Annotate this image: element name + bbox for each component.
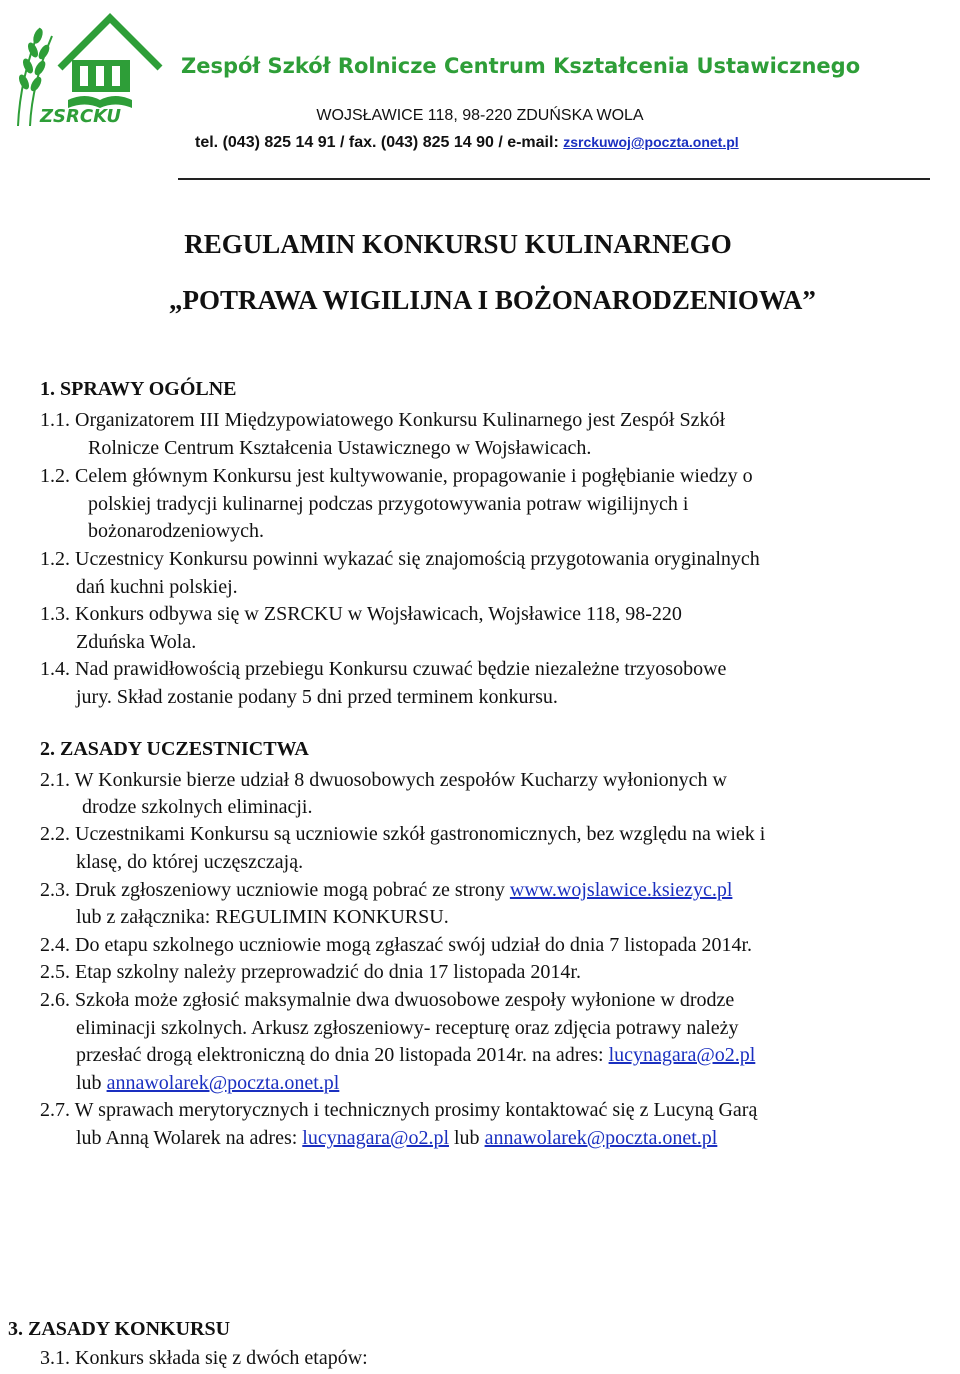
paragraph-2-6-line2: eliminacji szkolnych. Arkusz zgłoszeniowy- recepturę oraz zdjęcia potrawy należy (76, 1017, 739, 1039)
section-2-heading: 2. ZASADY UCZESTNICTWA (40, 738, 309, 760)
paragraph-1-4-line1: 1.4. Nad prawidłowością przebiegu Konkursu czuwać będzie niezależne trzyosobowe (40, 658, 727, 680)
paragraph-2-2-line1: 2.2. Uczestnikami Konkursu są uczniowie szkół gastronomicznych, bez względu na wiek i (40, 823, 766, 845)
website-link[interactable]: www.wojslawice.ksiezyc.pl (509, 879, 733, 901)
paragraph-1-1-line1: 1.1. Organizatorem III Międzypowiatowego Konkursu Kulinarnego jest Zespół Szkół (40, 409, 726, 431)
paragraph-2-4: 2.4. Do etapu szkolnego uczniowie mogą zgłaszać swój udział do dnia 7 listopada 2014r. (40, 934, 753, 956)
paragraph-2-7-line1: 2.7. W sprawach merytorycznych i technicznych prosimy kontaktować się z Lucyną Garą (40, 1099, 758, 1121)
header-divider (178, 178, 930, 180)
paragraph-1-2b-line2: dań kuchni polskiej. (76, 576, 238, 598)
paragraph-2-6-line3 (76, 1041, 755, 1069)
header-email-link[interactable]: zsrckuwoj@poczta.onet.pl (563, 134, 739, 150)
paragraph-1-4-line2: jury. Skład zostanie podany 5 dni przed terminem konkursu. (76, 686, 558, 708)
paragraph-2-3-line1 (40, 876, 732, 904)
email-link-annawolarek-2[interactable]: annawolarek@poczta.onet.pl (484, 1127, 718, 1149)
section-3-heading: 3. ZASADY KONKURSU (8, 1318, 231, 1340)
paragraph-2-5: 2.5. Etap szkolny należy przeprowadzić do dnia 17 listopada 2014r. (40, 961, 581, 983)
paragraph-1-3-line1: 1.3. Konkurs odbywa się w ZSRCKU w Wojsławicach, Wojsławice 118, 98-220 (40, 603, 682, 625)
contact-line (195, 134, 739, 152)
paragraph-2-7-text: lub Anną Wolarek na adres: (76, 1127, 303, 1149)
paragraph-2-6-text: przesłać drogą elektroniczną do dnia 20 listopada 2014r. na adres: (76, 1044, 609, 1066)
paragraph-1-2-line3: bożonarodzeniowych. (88, 520, 265, 542)
paragraph-2-7-line2 (76, 1124, 717, 1152)
email-link-lucynagara[interactable]: lucynagara@o2.pl (608, 1044, 756, 1066)
paragraph-2-6-line4 (76, 1069, 339, 1097)
document-title: REGULAMIN KONKURSU KULINARNEGO (184, 229, 732, 259)
contact-phones: tel. (043) 825 14 91 / fax. (043) 825 14 90 / e-mail: (195, 134, 564, 151)
paragraph-1-1-line2: Rolnicze Centrum Kształcenia Ustawicznego w Wojsławicach. (88, 437, 592, 459)
paragraph-2-1-line1: 2.1. W Konkursie bierze udział 8 dwuosobowych zespołów Kucharzy wyłonionych w (40, 769, 727, 791)
paragraph-2-3-text: 2.3. Druk zgłoszeniowy uczniowie mogą pobrać ze strony (40, 879, 510, 901)
school-address: WOJSŁAWICE 118, 98-220 ZDUŃSKA WOLA (316, 107, 644, 124)
paragraph-1-2-line2: polskiej tradycji kulinarnej podczas przygotowywania potraw wigilijnych i (88, 493, 689, 515)
email-link-annawolarek[interactable]: annawolarek@poczta.onet.pl (106, 1072, 340, 1094)
paragraph-2-3-line2: lub z załącznika: REGULIMIN KONKURSU. (76, 906, 449, 928)
paragraph-1-3-line2: Zduńska Wola. (76, 631, 197, 653)
paragraph-2-1-line2: drodze szkolnych eliminacji. (82, 796, 313, 818)
paragraph-2-2-line2: klasę, do której uczęszczają. (76, 851, 304, 873)
logo-text: ZSRCKU (40, 106, 122, 127)
paragraph-1-2-line1: 1.2. Celem głównym Konkursu jest kultywowanie, propagowanie i pogłębianie wiedzy o (40, 465, 753, 487)
document-subtitle: „POTRAWA WIGILIJNA I BOŻONARODZENIOWA” (169, 285, 816, 315)
paragraph-1-2b-line1: 1.2. Uczestnicy Konkursu powinni wykazać się znajomością przygotowania oryginalnych (40, 548, 760, 570)
section-1-heading: 1. SPRAWY OGÓLNE (40, 378, 237, 400)
email-link-lucynagara-2[interactable]: lucynagara@o2.pl (302, 1127, 449, 1149)
paragraph-3-1: 3.1. Konkurs składa się z dwóch etapów: (40, 1347, 368, 1369)
paragraph-2-6-or: lub (76, 1072, 107, 1094)
paragraph-2-7-or: lub (449, 1127, 485, 1149)
paragraph-2-6-line1: 2.6. Szkoła może zgłosić maksymalnie dwa dwuosobowe zespoły wyłonione w drodze (40, 989, 735, 1011)
school-name: Zespół Szkół Rolnicze Centrum Kształcenia Ustawicznego (181, 54, 861, 78)
